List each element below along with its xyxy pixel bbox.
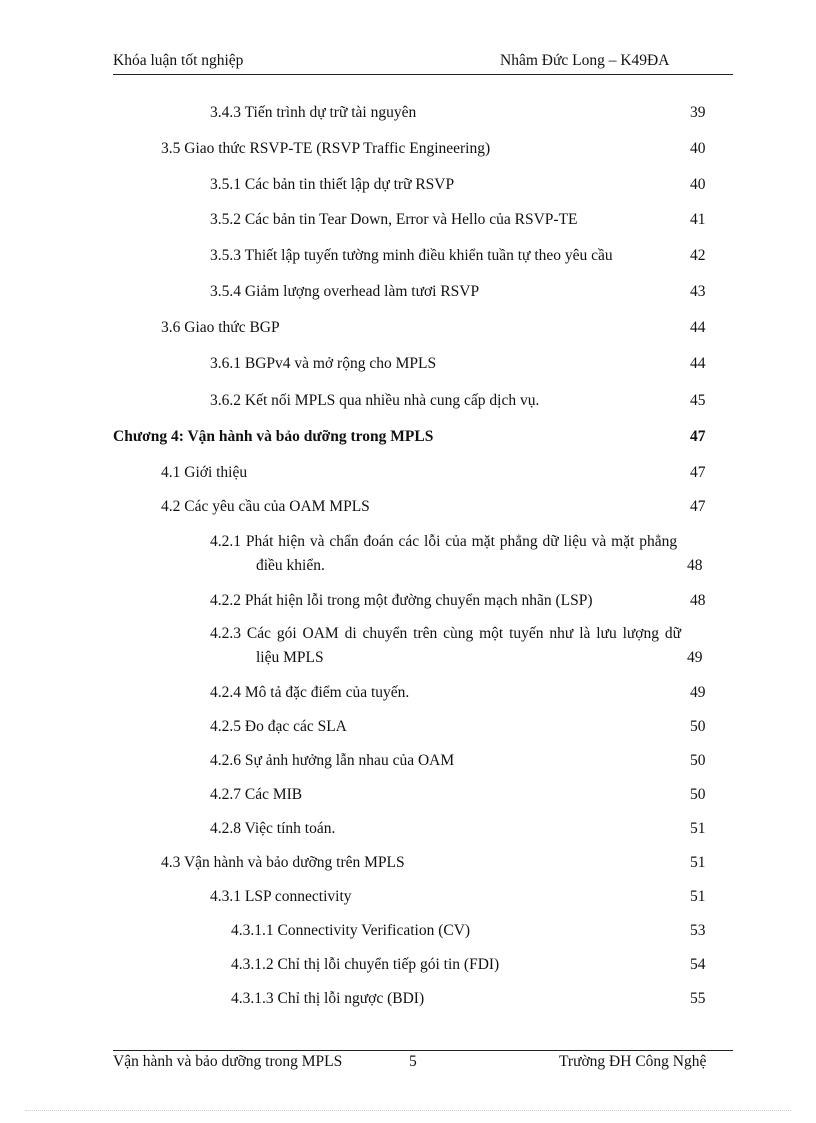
toc-entry-text: 3.6.2 Kết nối MPLS qua nhiều nhà cung cấp dịch vụ. [210, 392, 540, 409]
toc-entry-page: 47 [690, 498, 706, 515]
toc-entry-page: 48 [687, 557, 703, 574]
toc-entry-text: 4.2.4 Mô tả đặc điểm của tuyến. [210, 684, 410, 701]
toc-entry-text: 4.2.8 Việc tính toán. [210, 820, 336, 837]
toc-entry-text: 3.5.3 Thiết lập tuyến tường minh điều khiển tuần tự theo yêu cầu [210, 247, 613, 264]
toc-entry-page: 50 [690, 718, 706, 735]
toc-entry-page: 54 [690, 956, 706, 973]
toc-entry-page: 51 [690, 854, 706, 871]
page-header [113, 52, 733, 75]
toc-entry-text: 4.3 Vận hành và bảo dưỡng trên MPLS [161, 854, 405, 871]
header-left: Khóa luận tốt nghiệp [113, 52, 244, 69]
toc-entry-text: 3.5.4 Giảm lượng overhead làm tươi RSVP [210, 283, 480, 300]
toc-entry-page: 39 [690, 104, 706, 121]
toc-entry-text: 4.2 Các yêu cầu của OAM MPLS [161, 498, 370, 515]
toc-entry-page: 48 [690, 592, 706, 609]
toc-entry-page: 50 [690, 752, 706, 769]
toc-entry-text: 3.5.1 Các bản tin thiết lập dự trữ RSVP [210, 176, 455, 193]
toc-entry-text: 3.4.3 Tiến trình dự trữ tài nguyên [210, 104, 417, 121]
toc-entry-text: 4.2.2 Phát hiện lỗi trong một đường chuyển mạch nhãn (LSP) [210, 592, 593, 609]
toc-entry-page: 40 [690, 176, 706, 193]
toc-entry-text: 4.2.1 Phát hiện và chẩn đoán các lỗi của mặt phẳng dữ liệu và mặt phẳng [210, 533, 678, 550]
toc-entry-page: 49 [687, 649, 703, 666]
toc-entry-page: 47 [690, 464, 706, 481]
toc-entry-page: 43 [690, 283, 706, 300]
toc-entry-text: 4.2.5 Đo đạc các SLA [210, 718, 347, 735]
toc-entry-page: 50 [690, 786, 706, 803]
toc-entry-text: 3.5.2 Các bản tin Tear Down, Error và Hello của RSVP-TE [210, 211, 578, 228]
toc-entry-page: 53 [690, 922, 706, 939]
toc-entry-text: 4.3.1.3 Chỉ thị lỗi ngược (BDI) [231, 990, 425, 1007]
page-bottom-divider [25, 1110, 791, 1111]
toc-entry-text: 4.1 Giới thiệu [161, 464, 248, 481]
footer-right: Trường ĐH Công Nghệ [559, 1053, 707, 1070]
toc-entry-page: 47 [690, 428, 706, 445]
toc-entry-page: 44 [690, 355, 706, 372]
toc-entry-text-continued: liệu MPLS [256, 649, 324, 666]
toc-entry-text: 4.3.1.1 Connectivity Verification (CV) [231, 922, 471, 939]
toc-entry-text: 4.3.1.2 Chỉ thị lỗi chuyển tiếp gói tin (FDI) [231, 956, 500, 973]
toc-entry-page: 55 [690, 990, 706, 1007]
toc-entry-page: 40 [690, 140, 706, 157]
toc-entry[interactable] [0, 622, 816, 670]
toc-entry-page: 42 [690, 247, 706, 264]
toc-entry-text: 4.3.1 LSP connectivity [210, 888, 352, 905]
toc-entry-page: 45 [690, 392, 706, 409]
toc-entry[interactable] [0, 530, 816, 578]
toc-entry-text: 4.2.3 Các gói OAM di chuyển trên cùng một tuyến như là lưu lượng dữ [210, 625, 682, 642]
toc-entry-page: 49 [690, 684, 706, 701]
toc-entry-text: 4.2.7 Các MIB [210, 786, 303, 803]
footer-page-number: 5 [409, 1053, 417, 1070]
header-right: Nhâm Đức Long – K49ĐA [500, 52, 670, 69]
toc-entry-page: 41 [690, 211, 706, 228]
toc-entry-text-continued: điều khiển. [256, 557, 325, 574]
toc-entry-text: Chương 4: Vận hành và bảo dưỡng trong MPLS [113, 428, 434, 445]
toc-entry-page: 44 [690, 319, 706, 336]
toc-entry-text: 3.6.1 BGPv4 và mở rộng cho MPLS [210, 355, 437, 372]
toc-entry-text: 3.5 Giao thức RSVP-TE (RSVP Traffic Engineering) [161, 140, 491, 157]
toc-entry-page: 51 [690, 820, 706, 837]
page-footer [113, 1050, 733, 1075]
toc-entry-page: 51 [690, 888, 706, 905]
toc-entry-text: 3.6 Giao thức BGP [161, 319, 280, 336]
footer-left: Vận hành và bảo dưỡng trong MPLS [113, 1053, 343, 1070]
toc-entry-text: 4.2.6 Sự ảnh hưởng lẫn nhau của OAM [210, 752, 455, 769]
